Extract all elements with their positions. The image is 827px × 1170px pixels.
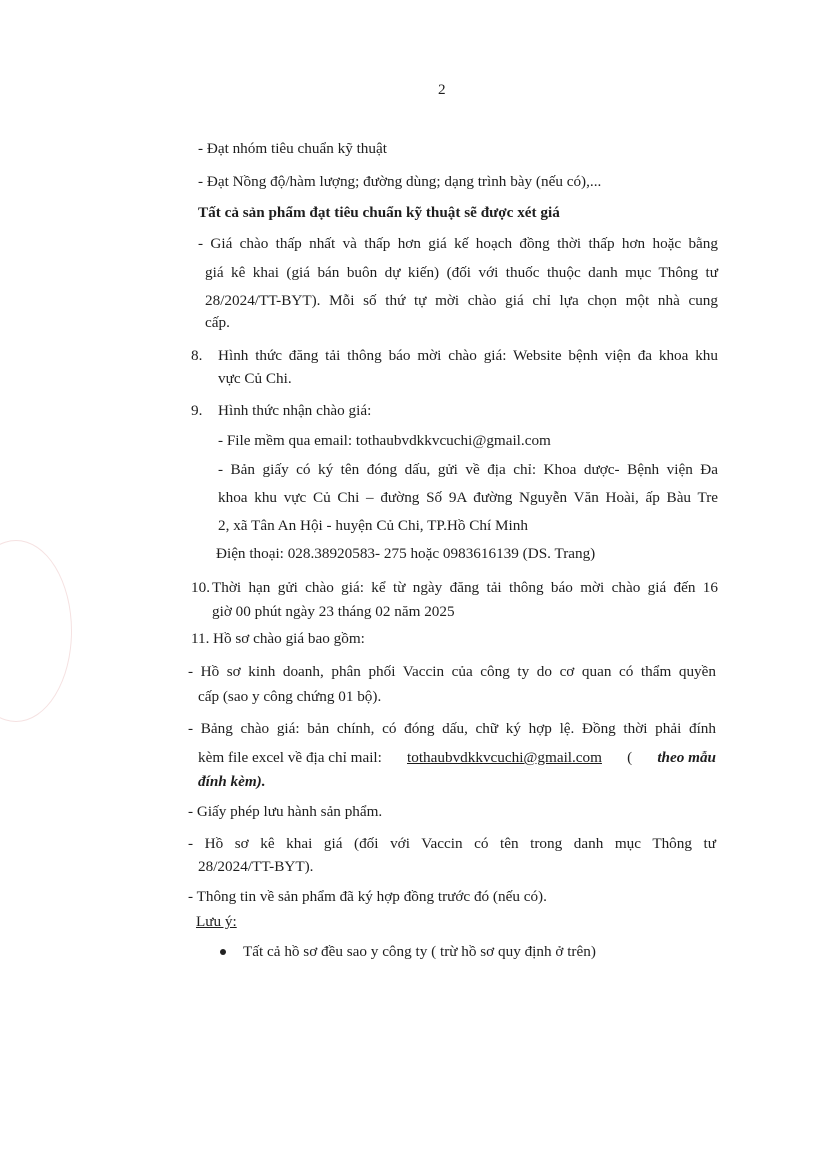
doc-4-line-1: - Hồ sơ kê khai giá (đối với Vaccin có tên trong danh mục Thông tư (188, 835, 716, 852)
item-11-title: Hồ sơ chào giá bao gồm: (213, 630, 365, 647)
bullet-dot (220, 949, 226, 955)
doc-5: - Thông tin về sản phẩm đã ký hợp đồng trước đó (nếu có). (188, 888, 547, 905)
price-rule-line-4: cấp. (205, 314, 230, 331)
item-10-line-2: giờ 00 phút ngày 23 tháng 02 năm 2025 (212, 603, 455, 620)
item-10-line-1: Thời hạn gửi chào giá: kể từ ngày đăng tải thông báo mời chào giá đến 16 (212, 579, 718, 596)
price-rule-line-1: - Giá chào thấp nhất và thấp hơn giá kế hoạch đồng thời thấp hơn hoặc bằng (198, 235, 718, 252)
item-9-title: Hình thức nhận chào giá: (218, 402, 372, 419)
item-9-number: 9. (191, 402, 203, 419)
doc-4-line-2: 28/2024/TT-BYT). (198, 858, 314, 875)
item-9-paper-line-1: - Bản giấy có ký tên đóng dấu, gửi về địa chỉ: Khoa dược- Bệnh viện Đa (218, 461, 718, 478)
item-10-number: 10. (191, 579, 210, 596)
doc-2-template-note-1: theo mẫu (657, 749, 716, 766)
item-8-line-1: Hình thức đăng tải thông báo mời chào giá: Website bệnh viện đa khoa khu (218, 347, 718, 364)
doc-2-line-2 (198, 748, 716, 768)
item-9-paper-line-3: 2, xã Tân An Hội - huyện Củ Chi, TP.Hồ Chí Minh (218, 517, 528, 534)
doc-2-template-note-2: đính kèm). (198, 773, 266, 790)
doc-1-line-1: - Hồ sơ kinh doanh, phân phối Vaccin của công ty do cơ quan có thẩm quyền (188, 663, 716, 680)
doc-2-line-2-text: kèm file excel về địa chỉ mail: (198, 749, 382, 766)
item-11-number: 11. (191, 630, 210, 647)
item-8-number: 8. (191, 347, 203, 364)
doc-3: - Giấy phép lưu hành sản phẩm. (188, 803, 383, 820)
criteria-technical-group: - Đạt nhóm tiêu chuẩn kỹ thuật (198, 140, 387, 157)
faded-stamp (0, 540, 72, 722)
price-rule-line-3: 28/2024/TT-BYT). Mỗi số thứ tự mời chào giá chỉ lựa chọn một nhà cung (205, 292, 718, 309)
page-number: 2 (438, 81, 446, 98)
doc-2-paren-open: ( (627, 749, 633, 766)
doc-1-line-2: cấp (sao y công chứng 01 bộ). (198, 688, 382, 705)
item-9-paper-line-2: khoa khu vực Củ Chi – đường Số 9A đường Nguyễn Văn Hoài, ấp Bàu Tre (218, 489, 718, 506)
pricing-heading: Tất cả sản phẩm đạt tiêu chuẩn kỹ thuật sẽ được xét giá (198, 204, 560, 221)
criteria-concentration: - Đạt Nồng độ/hàm lượng; đường dùng; dạng trình bày (nếu có),... (198, 173, 602, 190)
item-9-email-line: - File mềm qua email: tothaubvdkkvcuchi@gmail.com (218, 432, 551, 449)
item-9-phone: Điện thoại: 028.38920583- 275 hoặc 0983616139 (DS. Trang) (216, 545, 596, 562)
item-8-line-2: vực Củ Chi. (218, 370, 292, 387)
doc-2-line-1: - Bảng chào giá: bản chính, có đóng dấu, chữ ký hợp lệ. Đồng thời phải đính (188, 720, 716, 737)
note-label: Lưu ý: (196, 913, 237, 930)
bid-email-link[interactable]: tothaubvdkkvcuchi@gmail.com (407, 749, 602, 766)
note-bullet-text: Tất cả hồ sơ đều sao y công ty ( trừ hồ sơ quy định ở trên) (243, 943, 596, 960)
price-rule-line-2: giá kê khai (giá bán buôn dự kiến) (đối với thuốc thuộc danh mục Thông tư (205, 264, 718, 281)
